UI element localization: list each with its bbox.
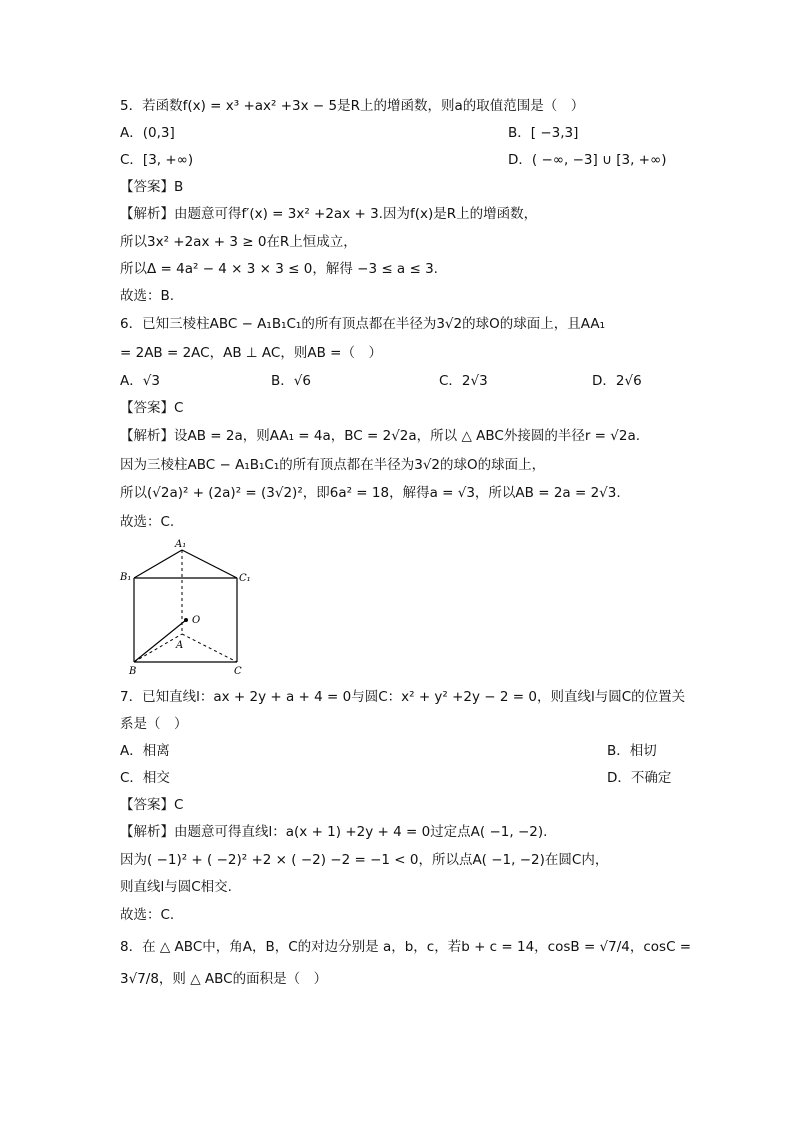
q7-analysis-2: 因为( −1)² + ( −2)² +2 × ( −2) −2 = −1 < 0，所以点A( −1, −2)在圆C内，	[120, 852, 609, 868]
q6-answer: 【答案】C	[120, 400, 184, 416]
q7-answer: 【答案】C	[120, 797, 184, 813]
label-a: A	[176, 640, 184, 651]
edge-a-c-hidden	[182, 634, 237, 662]
q6-analysis-2: 因为三棱柱ABC − A₁B₁C₁的所有顶点都在半径为3√2的球O的球面上，	[120, 457, 546, 473]
q7-analysis-1: 【解析】由题意可得直线l：a(x + 1) +2y + 4 = 0过定点A( −1, −2).	[120, 824, 548, 840]
q6-analysis-1: 【解析】设AB = 2a，则AA₁ = 4a，BC = 2√2a，所以 △ ABC外接圆的半径r = √2a.	[120, 428, 641, 444]
q5-stem: 5．若函数f(x) = x³ +ax² +3x − 5是R上的增函数，则a的取值范围是（ ）	[120, 98, 585, 114]
label-a1: A₁	[175, 539, 187, 550]
q7-analysis-3: 则直线l与圆C相交.	[120, 879, 232, 895]
q5-option-a: A．(0,3]	[120, 125, 175, 141]
prism-figure	[112, 536, 262, 681]
edge-a1-c1	[182, 550, 237, 578]
q6-stem-1: 6．已知三棱柱ABC − A₁B₁C₁的所有顶点都在半径为3√2的球O的球面上，且AA₁	[120, 316, 605, 332]
label-b: B	[129, 666, 137, 677]
q5-option-d: D．( −∞, −3] ∪ [3, +∞)	[508, 152, 667, 168]
point-o	[184, 618, 188, 622]
q7-stem-1: 7．已知直线l：ax + 2y + a + 4 = 0与圆C：x² + y² +2y − 2 = 0，则直线l与圆C的位置关	[120, 689, 686, 705]
label-o: O	[192, 615, 201, 626]
q6-option-d: D．2√6	[592, 373, 642, 389]
q8-stem-1: 8．在 △ ABC中，角A，B，C的对边分别是 a，b，c，若b + c = 14，cosB = √7/4，cosC =	[120, 939, 692, 955]
q7-option-b: B．相切	[607, 743, 657, 759]
q6-analysis-3: 所以(√2a)² + (2a)² = (3√2)²，即6a² = 18，解得a = √3，所以AB = 2a = 2√3.	[120, 485, 621, 501]
q5-analysis-1: 【解析】由题意可得f′(x) = 3x² +2ax + 3.因为f(x)是R上的增函数，	[120, 206, 538, 222]
q8-stem-2: 3√7/8，则 △ ABC的面积是（ ）	[120, 971, 328, 987]
q6-option-a: A．√3	[120, 373, 160, 389]
q7-stem-2: 系是（ ）	[120, 716, 188, 732]
label-b1: B₁	[120, 572, 132, 583]
label-c1: C₁	[239, 573, 251, 584]
q7-option-c: C．相交	[120, 770, 170, 786]
q7-conclusion: 故选：C.	[120, 907, 175, 923]
q7-option-a: A．相离	[120, 743, 170, 759]
q6-option-b: B．√6	[271, 373, 311, 389]
q6-conclusion: 故选：C.	[120, 514, 175, 530]
q5-analysis-3: 所以Δ = 4a² − 4 × 3 × 3 ≤ 0，解得 −3 ≤ a ≤ 3.	[120, 261, 438, 277]
edge-b-a-hidden	[134, 634, 182, 662]
q5-analysis-2: 所以3x² +2ax + 3 ≥ 0在R上恒成立，	[120, 234, 357, 250]
edge-b1-a1	[134, 550, 182, 578]
q6-stem-2: = 2AB = 2AC，AB ⊥ AC，则AB =（ ）	[120, 345, 382, 361]
q5-answer: 【答案】B	[120, 179, 184, 195]
q7-option-d: D．不确定	[607, 770, 672, 786]
label-c: C	[234, 666, 242, 677]
q6-option-c: C．2√3	[439, 373, 488, 389]
q5-option-c: C．[3, +∞)	[120, 152, 194, 168]
q5-option-b: B．[ −3,3]	[508, 125, 579, 141]
q5-conclusion: 故选：B.	[120, 288, 175, 304]
